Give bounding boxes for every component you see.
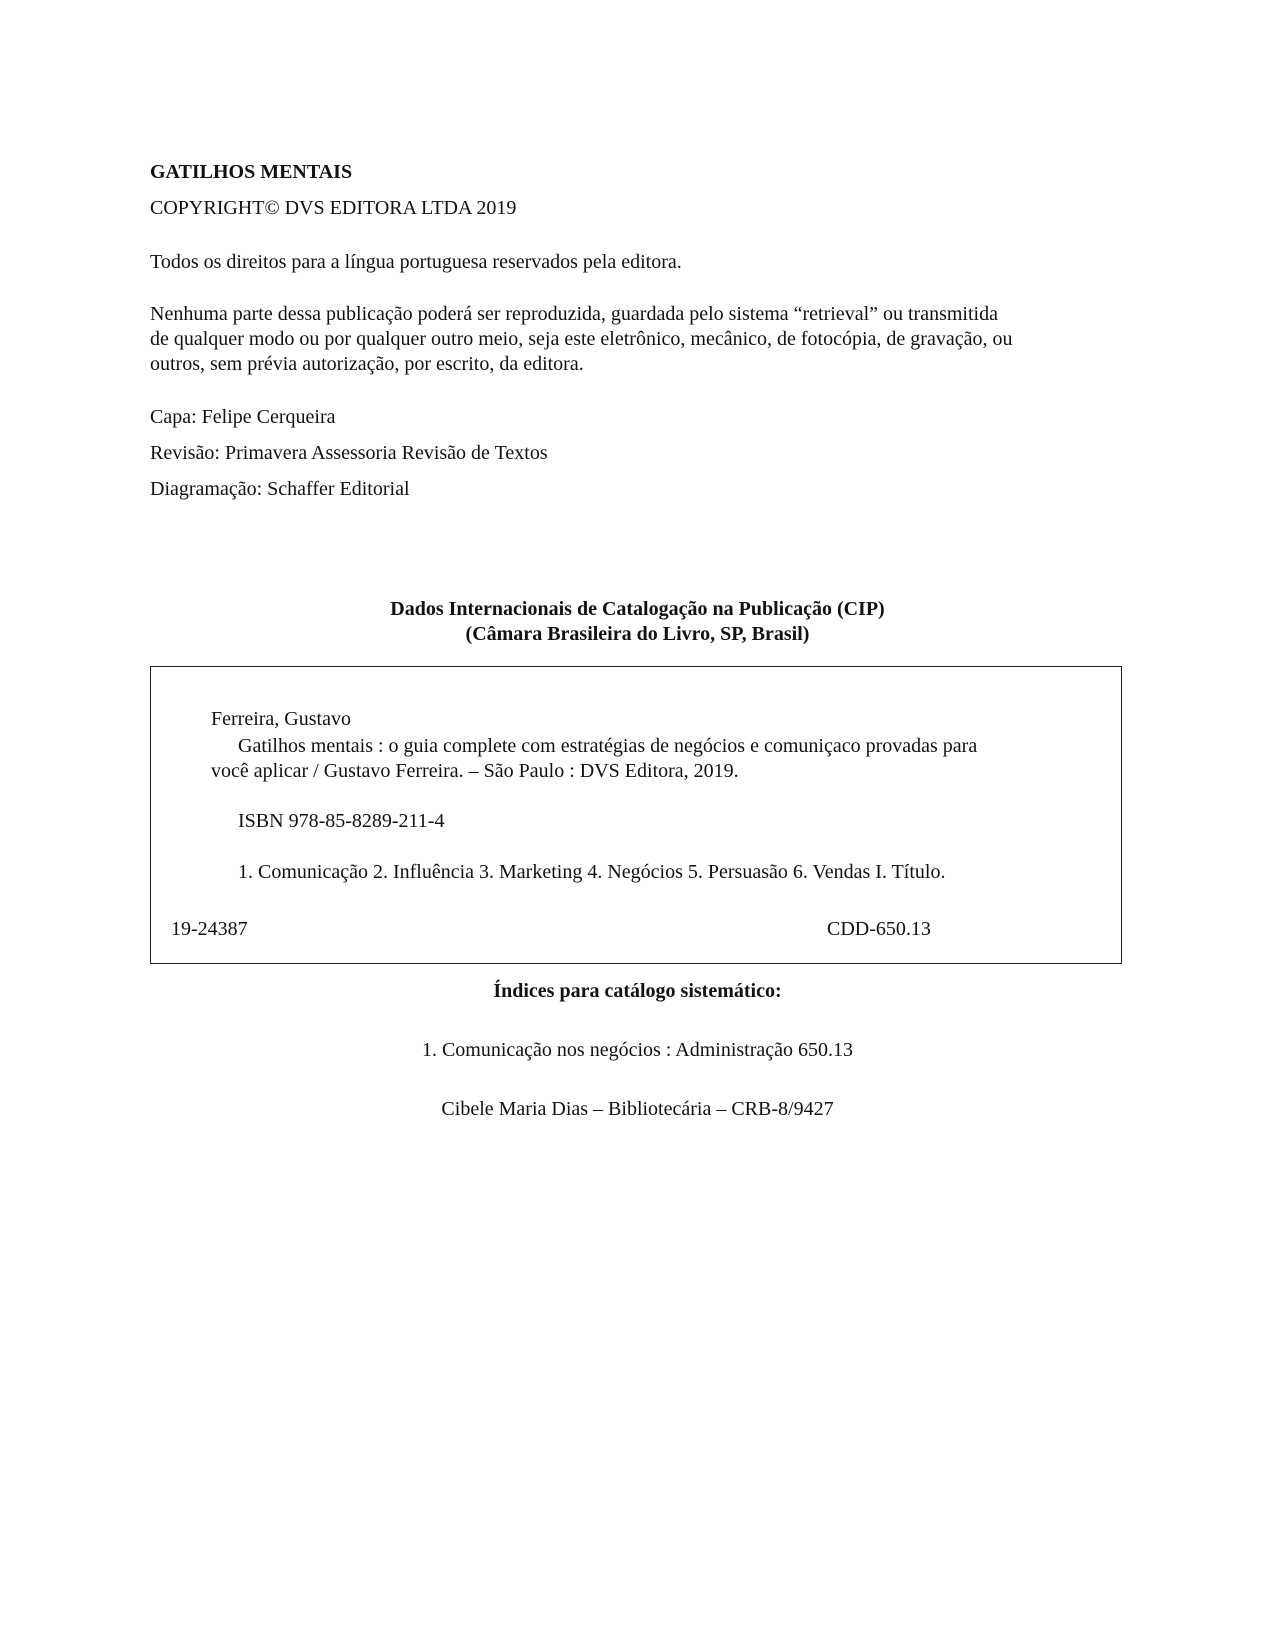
cip-number: 19-24387 [171, 918, 248, 940]
index-entry: 1. Comunicação nos negócios : Administração 650.13 [421, 1039, 854, 1061]
notice-line: de qualquer modo ou por qualquer outro meio, seja este eletrônico, mecânico, de fotocópia, de gravação, ou [150, 328, 1013, 350]
cip-cdd: CDD-650.13 [827, 918, 931, 940]
cip-isbn: ISBN 978-85-8289-211-4 [238, 810, 445, 832]
credit-revision: Revisão: Primavera Assessoria Revisão de Textos [150, 442, 548, 464]
credit-cover: Capa: Felipe Cerqueira [150, 406, 336, 428]
rights-statement: Todos os direitos para a língua portuguesa reservados pela editora. [150, 251, 682, 273]
cip-title-line: você aplicar / Gustavo Ferreira. – São Paulo : DVS Editora, 2019. [211, 760, 739, 782]
cip-subjects: 1. Comunicação 2. Influência 3. Marketing 4. Negócios 5. Persuasão 6. Vendas I. Título. [238, 861, 946, 883]
credit-layout: Diagramação: Schaffer Editorial [150, 478, 410, 500]
index-heading: Índices para catálogo sistemático: [493, 980, 782, 1002]
cip-heading: Dados Internacionais de Catalogação na Publicação (CIP) [390, 598, 885, 620]
cip-author: Ferreira, Gustavo [211, 708, 351, 730]
copyright: COPYRIGHT© DVS EDITORA LTDA 2019 [150, 197, 517, 219]
cip-title-line: Gatilhos mentais : o guia complete com estratégias de negócios e comuniçaco provadas para [238, 735, 978, 757]
librarian: Cibele Maria Dias – Bibliotecária – CRB-8/9427 [441, 1098, 834, 1120]
notice-line: outros, sem prévia autorização, por escrito, da editora. [150, 353, 584, 375]
cip-subheading: (Câmara Brasileira do Livro, SP, Brasil) [465, 623, 810, 645]
notice-line: Nenhuma parte dessa publicação poderá ser reproduzida, guardada pelo sistema “retrieval” ou transmitida [150, 303, 998, 325]
book-title: GATILHOS MENTAIS [150, 161, 353, 183]
